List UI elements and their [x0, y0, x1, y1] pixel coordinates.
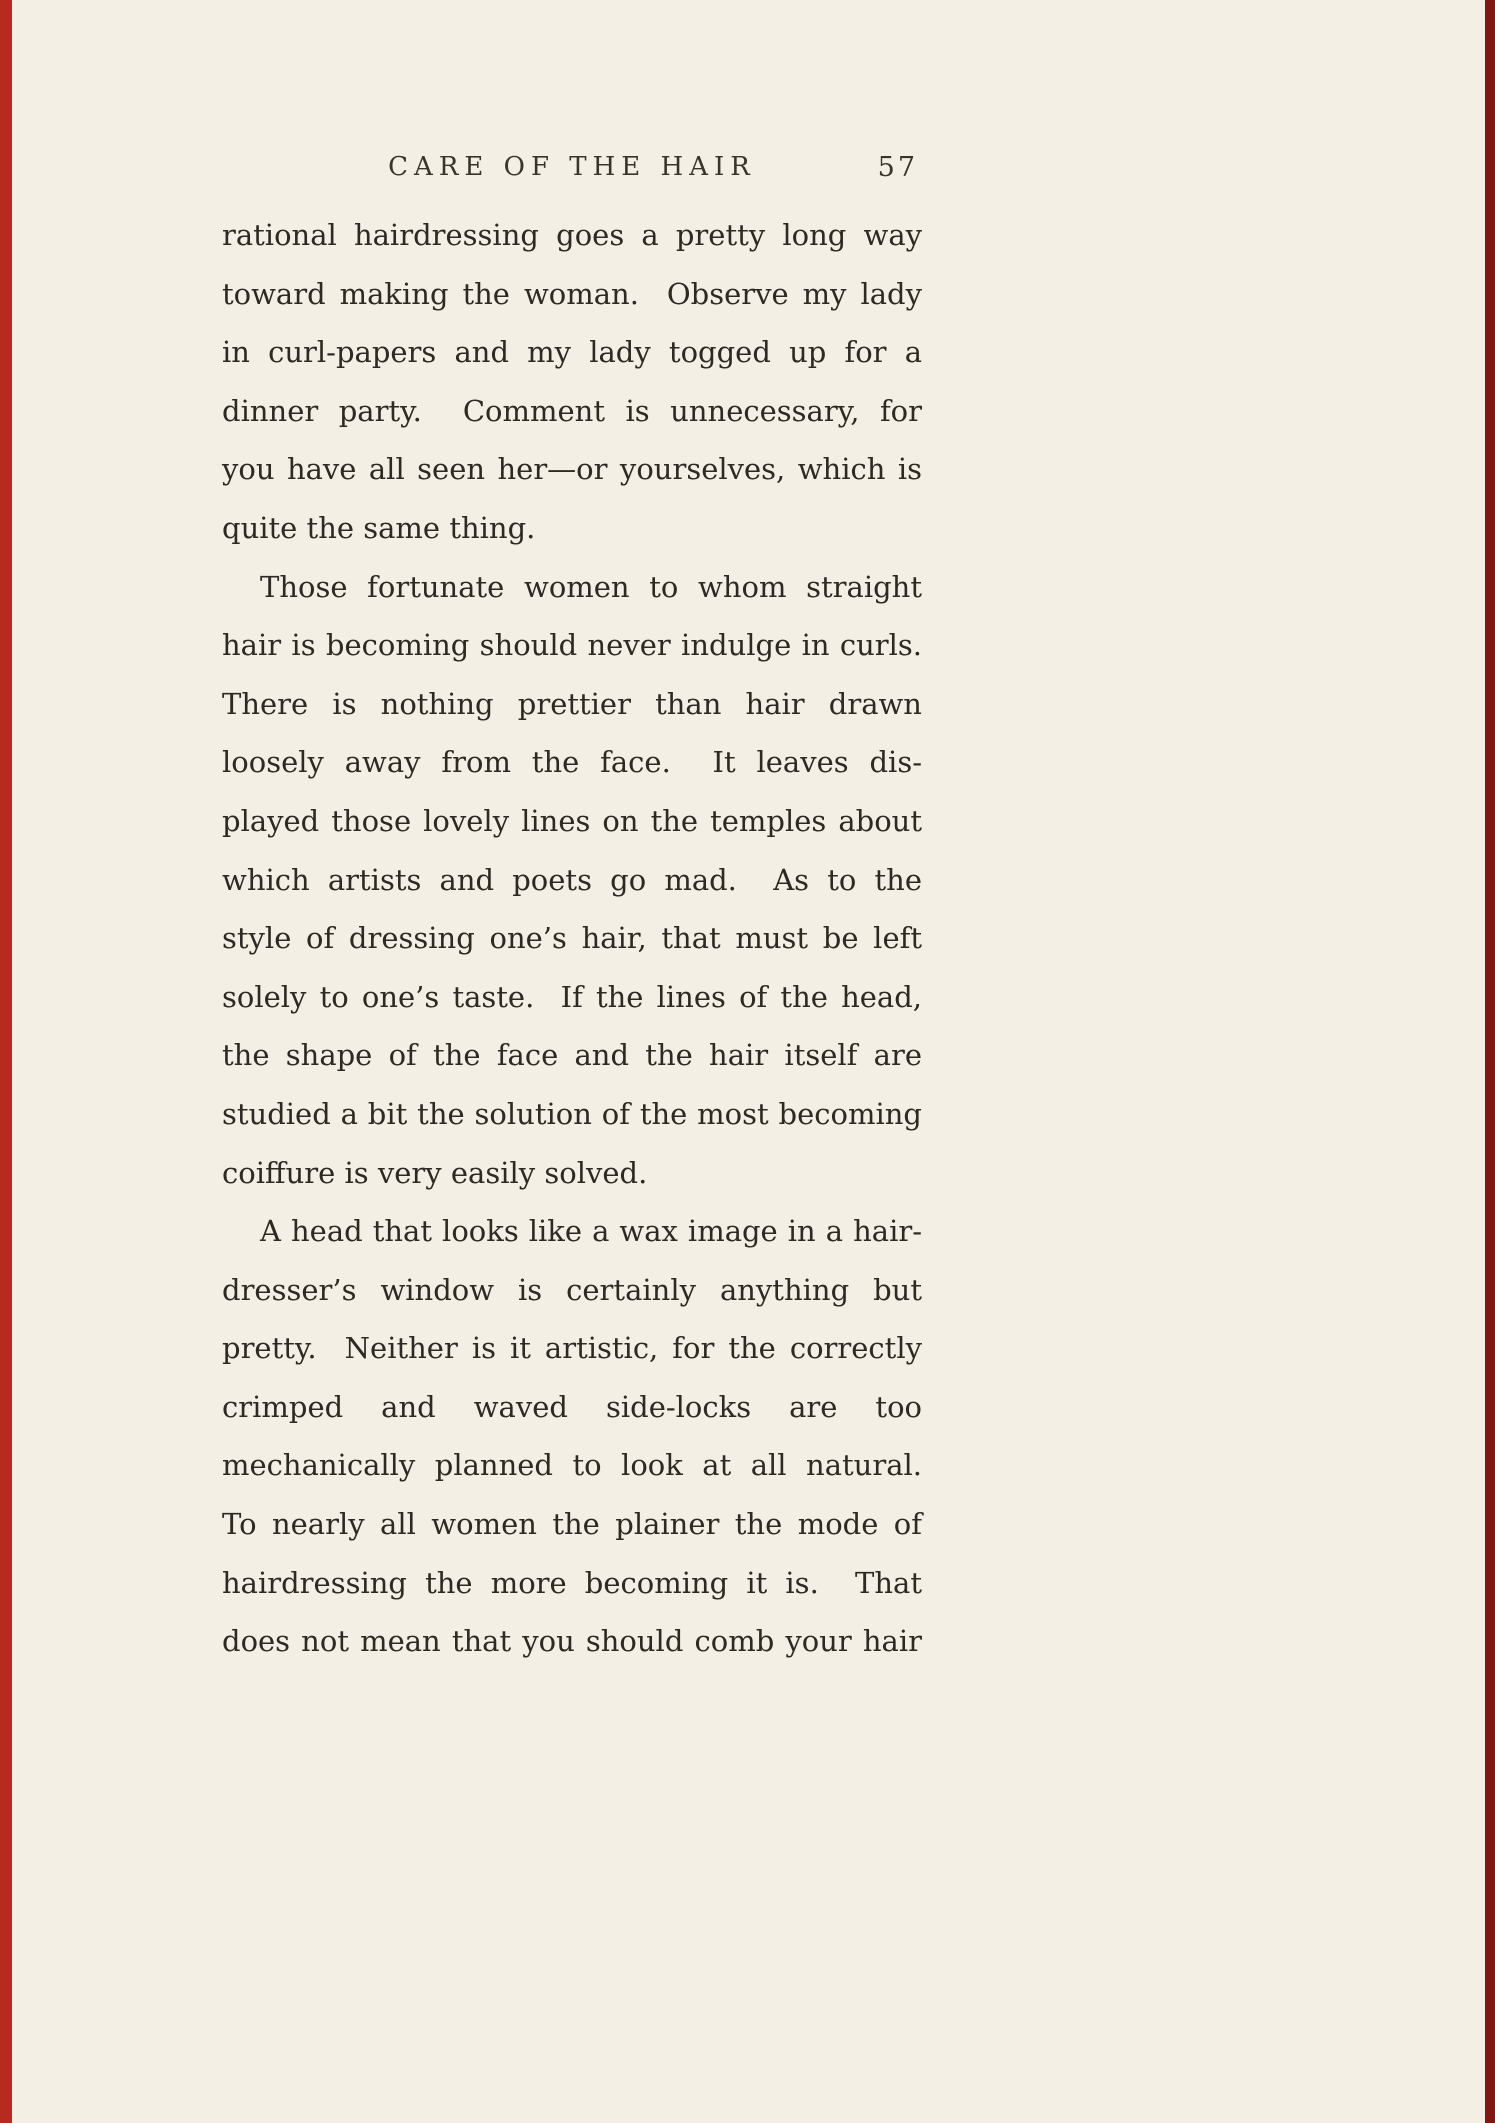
- text-line: the shape of the face and the hair itself are: [222, 1038, 922, 1073]
- page-number: 57: [877, 152, 918, 183]
- text-line: hair is becoming should never indulge in curls.: [222, 628, 922, 663]
- text-line: hairdressing the more becoming it is. That: [222, 1565, 922, 1600]
- text-line: To nearly all women the plainer the mode of: [222, 1507, 922, 1542]
- text-line: which artists and poets go mad. As to the: [222, 862, 922, 897]
- text-line: quite the same thing.: [222, 510, 536, 545]
- text-line: toward making the woman. Observe my lady: [222, 276, 922, 311]
- text-line: loosely away from the face. It leaves dis-: [222, 745, 922, 780]
- text-line: style of dressing one’s hair, that must be left: [222, 921, 922, 956]
- paragraph: [222, 206, 922, 558]
- text-line: played those lovely lines on the temples about: [222, 803, 922, 838]
- text-line: dinner party. Comment is unnecessary, for: [222, 393, 922, 428]
- text-line: does not mean that you should comb your hair: [222, 1624, 922, 1659]
- running-title: CARE OF THE HAIR: [388, 152, 756, 182]
- text-line: Those fortunate women to whom straight: [260, 569, 922, 604]
- text-line: dresser’s window is certainly anything but: [222, 1272, 922, 1307]
- text-line: you have all seen her—or yourselves, which is: [222, 452, 922, 487]
- scan-edge-right: [1485, 0, 1495, 2123]
- scan-edge-left: [0, 0, 12, 2123]
- text-line: pretty. Neither is it artistic, for the correctly: [222, 1331, 922, 1366]
- text-line: mechanically planned to look at all natural.: [222, 1448, 922, 1483]
- text-line: in curl-papers and my lady togged up for a: [222, 335, 922, 370]
- page-header: [222, 152, 922, 192]
- paragraph: [222, 558, 922, 1203]
- text-line: A head that looks like a wax image in a hair-: [260, 1214, 922, 1249]
- text-block: [222, 206, 922, 1671]
- text-line: studied a bit the solution of the most becoming: [222, 1096, 922, 1131]
- text-line: There is nothing prettier than hair drawn: [222, 686, 922, 721]
- text-line: coiffure is very easily solved.: [222, 1155, 648, 1190]
- paragraph: [222, 1202, 922, 1671]
- text-line: solely to one’s taste. If the lines of the head,: [222, 979, 922, 1014]
- text-line: rational hairdressing goes a pretty long way: [222, 218, 922, 252]
- text-line: crimped and waved side-locks are too: [222, 1389, 922, 1424]
